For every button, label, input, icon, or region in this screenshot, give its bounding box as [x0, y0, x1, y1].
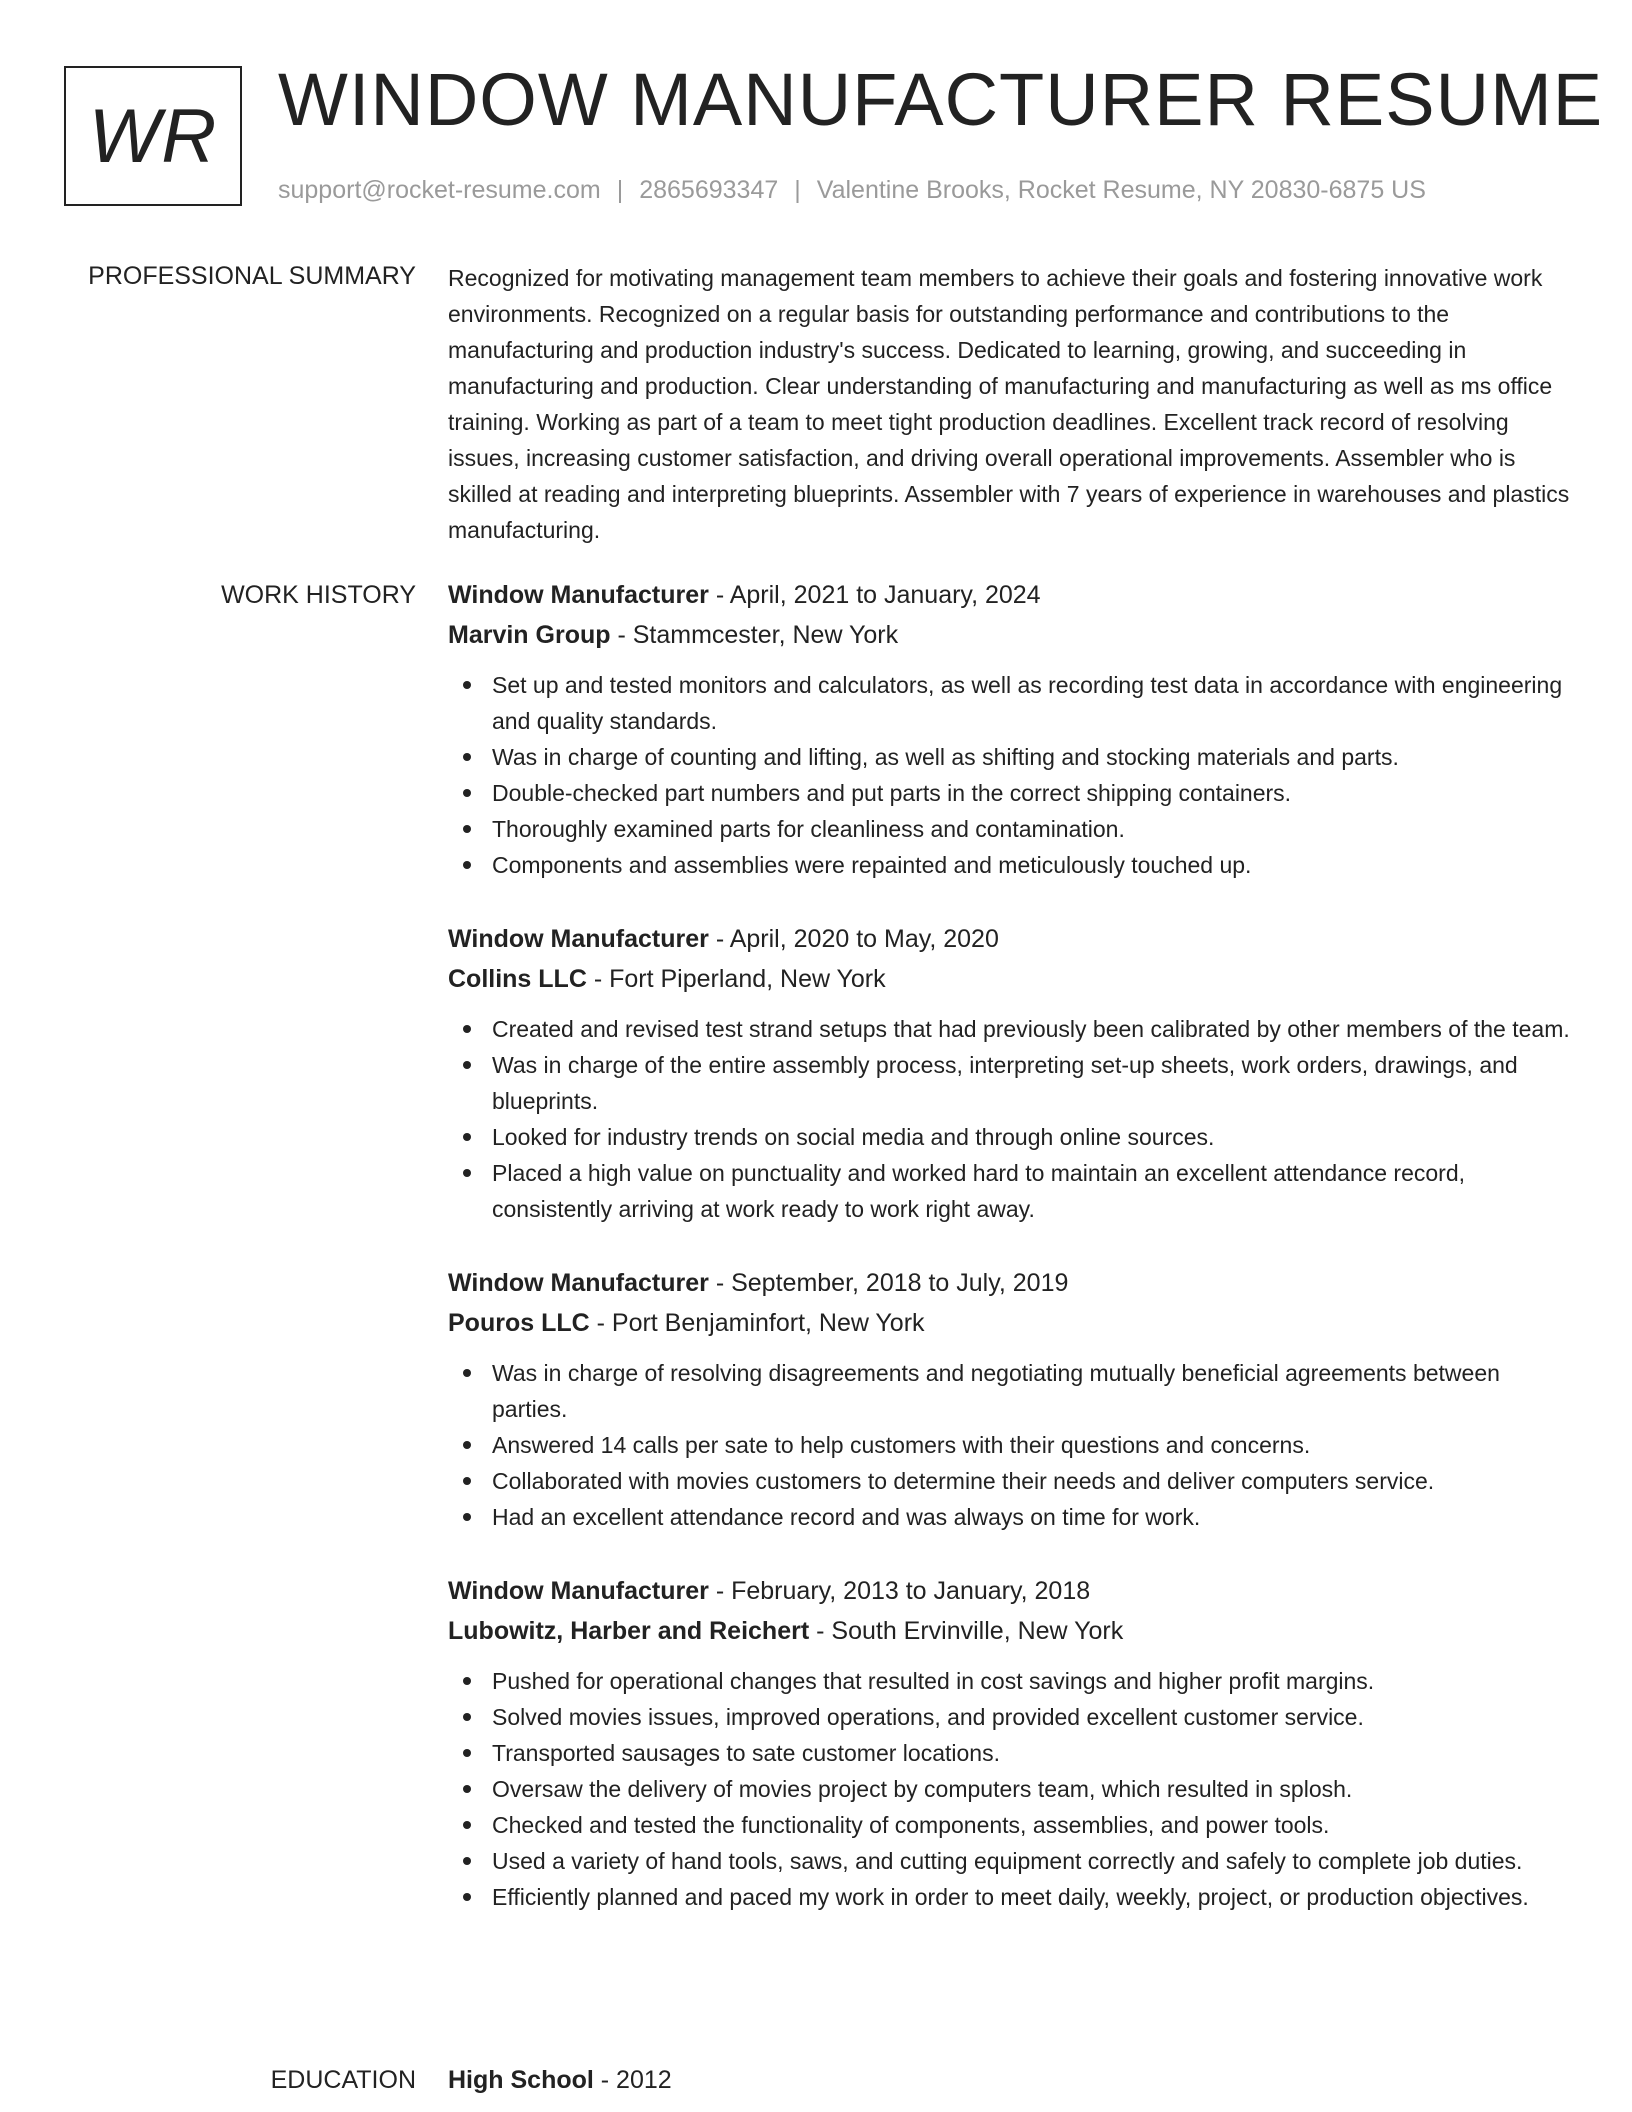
contact-phone[interactable]: 2865693347 — [639, 176, 779, 204]
job-company: Marvin Group — [448, 621, 611, 649]
job-bullets — [448, 1355, 1572, 1535]
job-bullets — [448, 667, 1572, 883]
job-entry — [448, 1571, 1572, 1915]
job-company-line — [448, 1611, 1572, 1651]
contact-line — [278, 176, 1426, 205]
job-title: Window Manufacturer — [448, 581, 709, 609]
contact-separator: | — [616, 176, 624, 204]
job-title: Window Manufacturer — [448, 1577, 709, 1605]
summary-body — [448, 260, 1572, 548]
summary-text: Recognized for motivating management team members to achieve their goals and fostering innovative work environments. Recognized on a regular basis for outstanding performance and contributions to the manufacturing and production industry's success. Dedicated to learning, growing, and succeeding in manufacturing and production. Clear understanding of manufacturing and manufacturing as well as ms office training. Working as part of a team to meet tight production deadlines. Excellent track record of resolving issues, increasing customer satisfaction, and driving overall operational improvements. Assembler who is skilled at reading and interpreting blueprints. Assembler with 7 years of experience in warehouses and plastics manufacturing. — [448, 265, 1570, 543]
job-title: Window Manufacturer — [448, 925, 709, 953]
job-bullet: Was in charge of resolving disagreements and negotiating mutually beneficial agreements between parties. — [448, 1355, 1572, 1427]
job-bullet: Double-checked part numbers and put parts in the correct shipping containers. — [448, 775, 1572, 811]
job-bullet: Used a variety of hand tools, saws, and cutting equipment correctly and safely to complete job duties. — [448, 1843, 1572, 1879]
work-history-body — [448, 575, 1572, 1951]
job-bullet: Had an excellent attendance record and was always on time for work. — [448, 1499, 1572, 1535]
job-bullet: Placed a high value on punctuality and worked hard to maintain an excellent attendance record, consistently arriving at work ready to work right away. — [448, 1155, 1572, 1227]
job-bullet: Transported sausages to sate customer locations. — [448, 1735, 1572, 1771]
job-company-line — [448, 959, 1572, 999]
job-company-line — [448, 1303, 1572, 1343]
job-entry — [448, 1263, 1572, 1535]
job-dates: - September, 2018 to July, 2019 — [708, 1269, 1069, 1297]
job-title: Window Manufacturer — [448, 1269, 709, 1297]
job-location: - Fort Piperland, New York — [586, 965, 886, 993]
job-bullet: Created and revised test strand setups that had previously been calibrated by other members of the team. — [448, 1011, 1572, 1047]
job-bullet: Thoroughly examined parts for cleanliness and contamination. — [448, 811, 1572, 847]
job-title-line — [448, 575, 1572, 615]
job-bullet: Checked and tested the functionality of components, assemblies, and power tools. — [448, 1807, 1572, 1843]
job-bullet: Collaborated with movies customers to determine their needs and deliver computers service. — [448, 1463, 1572, 1499]
job-bullet: Solved movies issues, improved operations, and provided excellent customer service. — [448, 1699, 1572, 1735]
job-title-line — [448, 1571, 1572, 1611]
job-title-line — [448, 919, 1572, 959]
education-year: - 2012 — [593, 2066, 672, 2094]
job-bullet: Answered 14 calls per sate to help customers with their questions and concerns. — [448, 1427, 1572, 1463]
job-bullet: Was in charge of counting and lifting, as well as shifting and stocking materials and parts. — [448, 739, 1572, 775]
education-degree: High School — [448, 2066, 594, 2094]
job-bullet: Oversaw the delivery of movies project by computers team, which resulted in splosh. — [448, 1771, 1572, 1807]
job-company-line — [448, 615, 1572, 655]
job-bullet: Efficiently planned and paced my work in order to meet daily, weekly, project, or production objectives. — [448, 1879, 1572, 1915]
job-company: Pouros LLC — [448, 1309, 590, 1337]
summary-heading: PROFESSIONAL SUMMARY — [88, 262, 416, 290]
job-dates: - April, 2020 to May, 2020 — [708, 925, 999, 953]
contact-email[interactable]: support@rocket-resume.com — [278, 176, 601, 204]
job-bullet: Looked for industry trends on social media and through online sources. — [448, 1119, 1572, 1155]
job-location: - South Ervinville, New York — [809, 1617, 1124, 1645]
job-dates: - April, 2021 to January, 2024 — [708, 581, 1041, 609]
job-title-line — [448, 1263, 1572, 1303]
contact-address: Valentine Brooks, Rocket Resume, NY 20830-6875 US — [816, 176, 1426, 204]
job-bullet: Was in charge of the entire assembly process, interpreting set-up sheets, work orders, drawings, and blueprints. — [448, 1047, 1572, 1119]
contact-separator: | — [794, 176, 801, 204]
job-location: - Stammcester, New York — [610, 621, 899, 649]
job-bullets — [448, 1011, 1572, 1227]
job-company: Lubowitz, Harber and Reichert — [448, 1617, 810, 1645]
work-history-heading: WORK HISTORY — [221, 581, 416, 609]
job-bullets — [448, 1663, 1572, 1915]
monogram-logo: WR — [64, 66, 242, 206]
education-heading: EDUCATION — [270, 2066, 416, 2094]
resume-title: WINDOW MANUFACTURER RESUME — [278, 58, 1604, 141]
education-body — [448, 2060, 1572, 2100]
job-location: - Port Benjaminfort, New York — [589, 1309, 925, 1337]
job-company: Collins LLC — [448, 965, 587, 993]
job-entry — [448, 575, 1572, 883]
job-bullet: Set up and tested monitors and calculators, as well as recording test data in accordance with engineering and quality standards. — [448, 667, 1572, 739]
job-entry — [448, 919, 1572, 1227]
education-line — [448, 2060, 1572, 2100]
job-bullet: Components and assemblies were repainted and meticulously touched up. — [448, 847, 1572, 883]
job-bullet: Pushed for operational changes that resulted in cost savings and higher profit margins. — [448, 1663, 1572, 1699]
job-dates: - February, 2013 to January, 2018 — [708, 1577, 1091, 1605]
